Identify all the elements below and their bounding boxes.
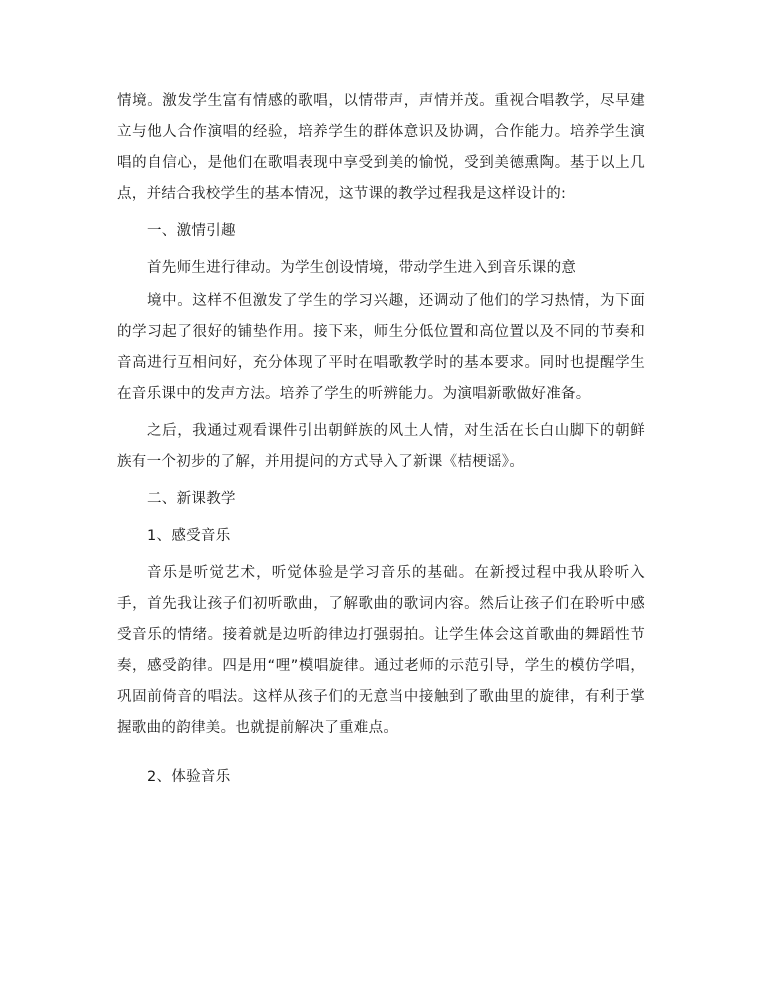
subsection-heading-1: 1、感受音乐 (147, 528, 231, 544)
paragraph-feel-music: 音乐是听觉艺术，听觉体验是学习音乐的基础。在新授过程中我从聆听入手，首先我让孩子们初听歌曲，了解歌曲的歌词内容。然后让孩子们在聆听中感受音乐的情绪。接着就是边听韵律边打强弱拍。让学生体会这首歌曲的舞蹈性节奏，感受韵律。四是用“哩”模唱旋律。通过老师的示范引导，学生的模仿学唱，巩固前倚音的唱法。这样从孩子们的无意当中接触到了歌曲里的旋律，有利于掌握歌曲的韵律美。也就提前解决了重难点。 (117, 565, 645, 736)
subsection-heading-2: 2、体验音乐 (147, 769, 231, 785)
paragraph-warmup-continued: 境中。这样不但激发了学生的学习兴趣，还调动了他们的学习热情，为下面的学习起了很好的铺垫作用。接下来，师生分低位置和高位置以及不同的节奏和音高进行互相问好，充分体现了平时在唱歌教学时的基本要求。同时也提醒学生在音乐课中的发声方法。培养了学生的听辨能力。为演唱新歌做好准备。 (117, 293, 645, 402)
paragraph-warmup-start: 首先师生进行律动。为学生创设情境，带动学生进入到音乐课的意 (147, 260, 577, 276)
section-heading-2: 二、新课教学 (147, 491, 236, 507)
document-body (117, 86, 645, 799)
paragraph-intro-continuation: 情境。激发学生富有情感的歌唱，以情带声，声情并茂。重视合唱教学，尽早建立与他人合作演唱的经验，培养学生的群体意识及协调，合作能力。培养学生演唱的自信心，是他们在歌唱表现中享受到美的愉悦，受到美德熏陶。基于以上几点，并结合我校学生的基本情况，这节课的教学过程我是这样设计的: (117, 93, 645, 202)
section-heading-1: 一、激情引趣 (147, 223, 236, 239)
paragraph-introduction-new-lesson: 之后，我通过观看课件引出朝鲜族的风土人情，对生活在长白山脚下的朝鲜族有一个初步的了解，并用提问的方式导入了新课《桔梗谣》。 (117, 423, 645, 470)
